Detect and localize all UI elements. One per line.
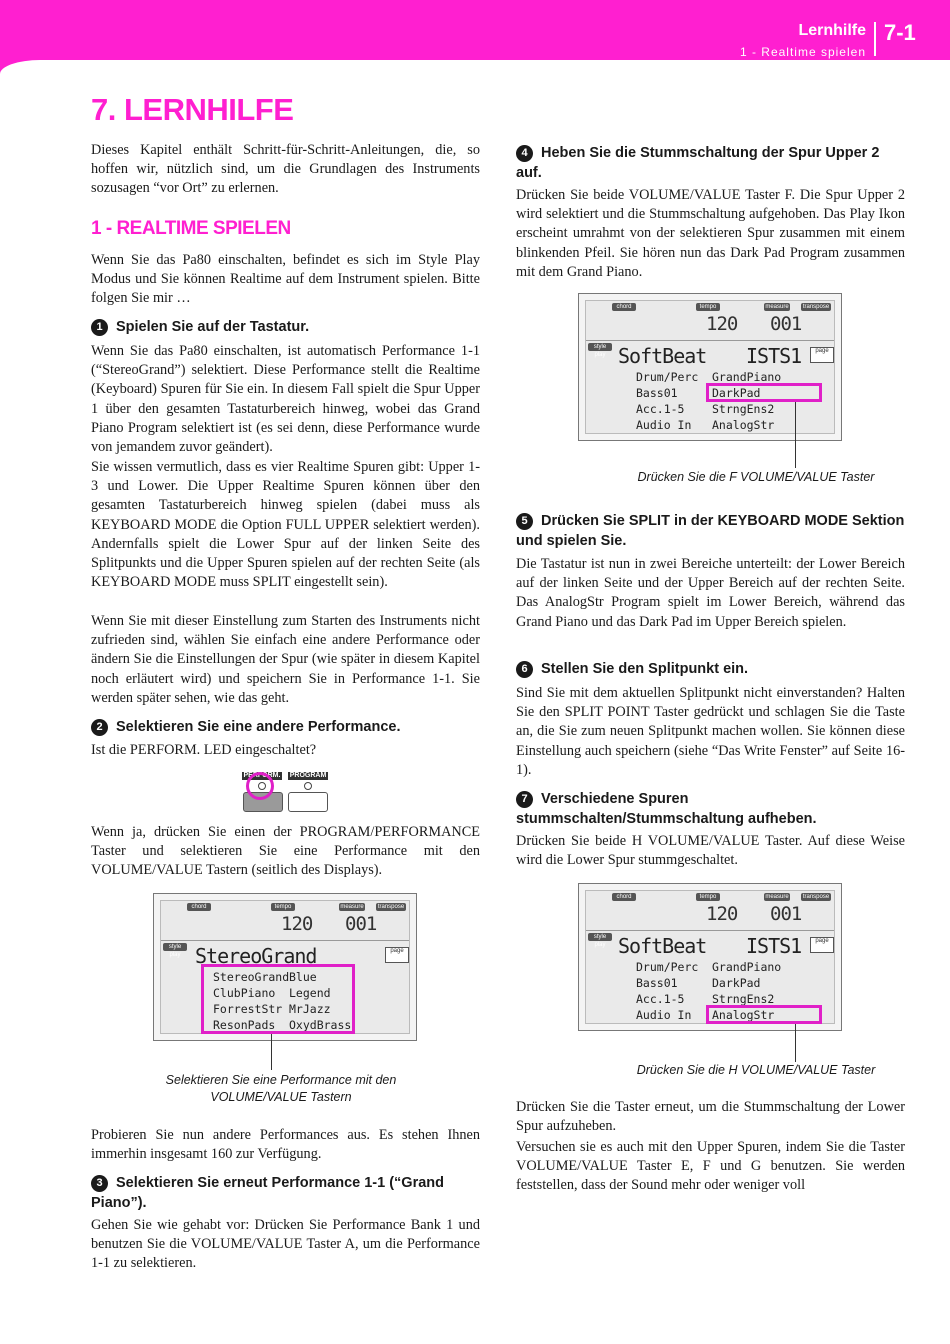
lcd-main-name: StereoGrand (195, 944, 317, 968)
step-7-title: Verschiedene Spuren stummschalten/Stummschaltung aufheben. (516, 791, 817, 827)
step-2-para-2: Wenn ja, drücken Sie einen der PROGRAM/PERFORMANCE Taster und selektieren Sie eine Performance mit den VOLUME/VALUE Tastern (seitlich des Displays). (91, 824, 480, 879)
tempo-value: 120 (706, 903, 738, 925)
step-4-number: 4 (516, 145, 533, 162)
step-4-para-1: Drücken Sie beide VOLUME/VALUE Taster F. Die Spur Upper 2 wird selektiert und die Stummschaltung aufgehoben. Das Play Ikon erscheint umrahmt von der selektieren Spur zusammen mit einem blinkenden Pfeil. Sie hören nun das Dark Pad Program zusammen mit dem Grand Piano. (516, 187, 905, 280)
step-2-para-3: Probieren Sie nun andere Performances aus. Es stehen Ihnen immerhin insgesamt 160 zur Verfügung. (91, 1127, 480, 1163)
caption-h: Drücken Sie die H VOLUME/VALUE Taster (636, 1063, 876, 1077)
step-6-para-1: Sind Sie mit dem aktuellen Splitpunkt nicht einverstanden? Halten Sie den SPLIT POINT Taster gedrückt und schlagen Sie die Taste an, die Sie zum neuen Splitpunkt machen wollen. Sie können diese Einstellung auch speichern (siehe “Das Write Fenster” auf Seite 16-1). (516, 685, 905, 778)
tag-measure: measure (340, 904, 364, 910)
step-2-title: Selektieren Sie eine andere Performance. (116, 719, 401, 735)
perf-row-3-b: MrJazz (289, 1002, 331, 1016)
h-highlight (706, 1005, 822, 1024)
tag-style-play: style play (163, 943, 187, 951)
tempo-value: 120 (706, 313, 738, 335)
step-5-para-1: Die Tastatur ist nun in zwei Bereiche unterteilt: der Lower Bereich auf der linken Seite und der Upper Bereich auf der rechten Seite. Das AnalogStr Program spielt im Lower Bereich, während das Grand Piano und das Dark Pad im Upper Bereich spielen. (516, 556, 905, 630)
perf-list-highlight (201, 964, 355, 1034)
style-row-4-b: AnalogStr (712, 418, 775, 432)
tag-chord: chord (612, 893, 636, 901)
perf-row-4-b: OxydBrass (289, 1018, 352, 1032)
step-2-number: 2 (91, 719, 108, 736)
step-1-para-1: Wenn Sie das Pa80 einschalten, ist automatisch Performance 1-1 (“StereoGrand”) selektiert. Diese Performance stellt die Realtime (Keyboard) Spuren für Sie ein. In diesem Fall spielt die Spur Upper 1 über den gesamten Tastaturbereich hinweg, wobei das Grand Piano Program selektiert ist (es sei denn, diese Performance wurde von jemandem zuvor geändert). (91, 343, 480, 456)
step-2-heading (91, 717, 480, 737)
style-row-1-a: Drum/Perc (636, 960, 699, 974)
step-7-para-3: Versuchen sie es auch mit den Upper Spuren, indem Sie die Taster VOLUME/VALUE Taster E, F und G benutzen. Sie werden feststellen, dass der Sound mehr oder weniger voll (516, 1139, 905, 1194)
program-led (304, 782, 312, 790)
step-1-para-2: Sie wissen vermutlich, dass es vier Realtime Spuren gibt: Upper 1-3 und Lower. Die Upper Realtime Spuren können über den gesamten Tastaturbereich hinweg spielen (dabei muss als KEYBOARD MODE die Option FULL UPPER selektiert werden). Andernfalls spielt die Lower Spur auf der linken Seite des Splitpunkts und die Upper Spuren spielen auf der rechten Seite (als KEYBOARD MODE muss SPLIT eingestellt sein). (91, 459, 480, 591)
lcd-style-ref: ISTS1 (746, 344, 802, 368)
step-1-number: 1 (91, 319, 108, 336)
step-3-heading (91, 1173, 480, 1213)
tag-measure: measure (765, 894, 789, 900)
f-leader-line (795, 402, 796, 468)
measure-value: 001 (345, 913, 377, 935)
style-row-1-a: Drum/Perc (636, 370, 699, 384)
lcd-style-display-f (578, 293, 842, 441)
page-box: page (385, 947, 409, 963)
step-6-number: 6 (516, 661, 533, 678)
tag-style-play: style play (588, 343, 612, 351)
tag-chord: chord (187, 903, 211, 911)
style-row-4-b: AnalogStr (712, 1008, 775, 1022)
style-row-1-b: GrandPiano (712, 960, 782, 974)
tag-tempo: tempo (271, 903, 295, 911)
page-number: 7-1 (884, 20, 916, 45)
perf-row-3-a: ForrestStr (213, 1002, 283, 1016)
tag-transpose: transpose (802, 304, 830, 310)
style-row-3-a: Acc.1-5 (636, 992, 685, 1006)
lcd-main-name: SoftBeat (618, 344, 707, 368)
caption-f: Drücken Sie die F VOLUME/VALUE Taster (637, 470, 875, 484)
step-5-title: Drücken Sie SPLIT in der KEYBOARD MODE Sektion und spielen Sie. (516, 513, 905, 549)
tag-measure: measure (765, 304, 789, 310)
tempo-value: 120 (281, 913, 313, 935)
chapter-title: 7. LERNHILFE (91, 92, 294, 127)
tag-transpose: transpose (377, 904, 405, 910)
step-1-para-3: Wenn Sie mit dieser Einstellung zum Starten des Instruments nicht zufrieden sind, wählen Sie einfach eine andere Performance oder ändern Sie die Einstellungen der Spur (wie später in diesem Kapitel noch erläutert wird) und speichern Sie in Performance 1-1. Sie werden später sehen, wie das geht. (91, 613, 480, 706)
perf-leader-line (271, 1034, 272, 1070)
perf-row-2-b: Legend (289, 986, 331, 1000)
step-5-number: 5 (516, 513, 533, 530)
lcd-main-name: SoftBeat (618, 934, 707, 958)
step-3-title: Selektieren Sie erneut Performance 1-1 (“Grand Piano”). (91, 1175, 444, 1211)
step-4-title: Heben Sie die Stummschaltung der Spur Upper 2 auf. (516, 145, 880, 181)
perf-row-2-a: ClubPiano (213, 986, 276, 1000)
h-leader-line (795, 1024, 796, 1062)
style-row-2-a: Bass01 (636, 976, 678, 990)
step-3-number: 3 (91, 1175, 108, 1192)
style-row-4-a: Audio In (636, 1008, 692, 1022)
perf-row-1-b: Blue (289, 970, 317, 984)
step-1-title: Spielen Sie auf der Tastatur. (116, 319, 310, 335)
perf-row-1-a: StereoGrand (213, 970, 290, 984)
measure-value: 001 (770, 903, 802, 925)
step-2-para-1: Ist die PERFORM. LED eingeschaltet? (91, 742, 317, 758)
step-3-para-1: Gehen Sie wie gehabt vor: Drücken Sie Performance Bank 1 und benutzen Sie die VOLUME/VALUE Taster A, um die Performance 1-1 zu selektieren. (91, 1217, 480, 1272)
tag-tempo: tempo (696, 303, 720, 311)
lcd-style-ref: ISTS1 (746, 934, 802, 958)
header-subtitle: 1 - Realtime spielen (739, 45, 866, 59)
intro-paragraph: Dieses Kapitel enthält Schritt-für-Schritt-Anleitungen, die, so hoffen wir, nützlich sind, um die Grundlagen des Instruments sozusagen “vor Ort” zu erlernen. (91, 142, 480, 197)
step-7-heading (516, 789, 905, 829)
program-button[interactable] (288, 792, 328, 812)
tag-transpose: transpose (802, 894, 830, 900)
step-4-heading (516, 143, 905, 183)
style-row-3-a: Acc.1-5 (636, 402, 685, 416)
section-intro: Wenn Sie das Pa80 einschalten, befindet es sich im Style Play Modus und Sie können Realtime auf dem Instrument spielen. Bitte folgen Sie mir … (91, 252, 480, 307)
program-label: PROGRAM (289, 772, 327, 779)
perform-label: PERFORM. (243, 772, 281, 779)
perform-led-highlight (246, 772, 274, 800)
section-title: 1 - REALTIME SPIELEN (91, 218, 291, 239)
style-row-3-b: StrngEns2 (712, 402, 775, 416)
style-row-1-b: GrandPiano (712, 370, 782, 384)
style-row-2-b: DarkPad (712, 976, 761, 990)
caption-perf: Selektieren Sie eine Performance mit den VOLUME/VALUE Tastern (165, 1073, 397, 1104)
perf-row-4-a: ResonPads (213, 1018, 276, 1032)
header-separator (874, 22, 876, 56)
f-highlight (706, 383, 822, 402)
header-title: Lernhilfe (798, 22, 866, 39)
step-6-heading (516, 659, 905, 679)
step-7-number: 7 (516, 791, 533, 808)
tag-style-play: style play (588, 933, 612, 941)
style-row-2-a: Bass01 (636, 386, 678, 400)
page-box: page (810, 937, 834, 953)
step-1-heading (91, 317, 480, 337)
step-7-para-2: Drücken Sie die Taster erneut, um die Stummschaltung der Lower Spur aufzuheben. (516, 1099, 905, 1135)
tag-tempo: tempo (696, 893, 720, 901)
page-box: page (810, 347, 834, 363)
tag-chord: chord (612, 303, 636, 311)
style-row-4-a: Audio In (636, 418, 692, 432)
step-7-para-1: Drücken Sie beide H VOLUME/VALUE Taster. Auf diese Weise wird die Lower Spur stummgeschaltet. (516, 833, 905, 869)
measure-value: 001 (770, 313, 802, 335)
style-row-3-b: StrngEns2 (712, 992, 775, 1006)
header-curve (0, 60, 950, 80)
style-row-2-b: DarkPad (712, 386, 761, 400)
step-6-title: Stellen Sie den Splitpunkt ein. (541, 661, 749, 677)
step-5-heading (516, 511, 905, 551)
